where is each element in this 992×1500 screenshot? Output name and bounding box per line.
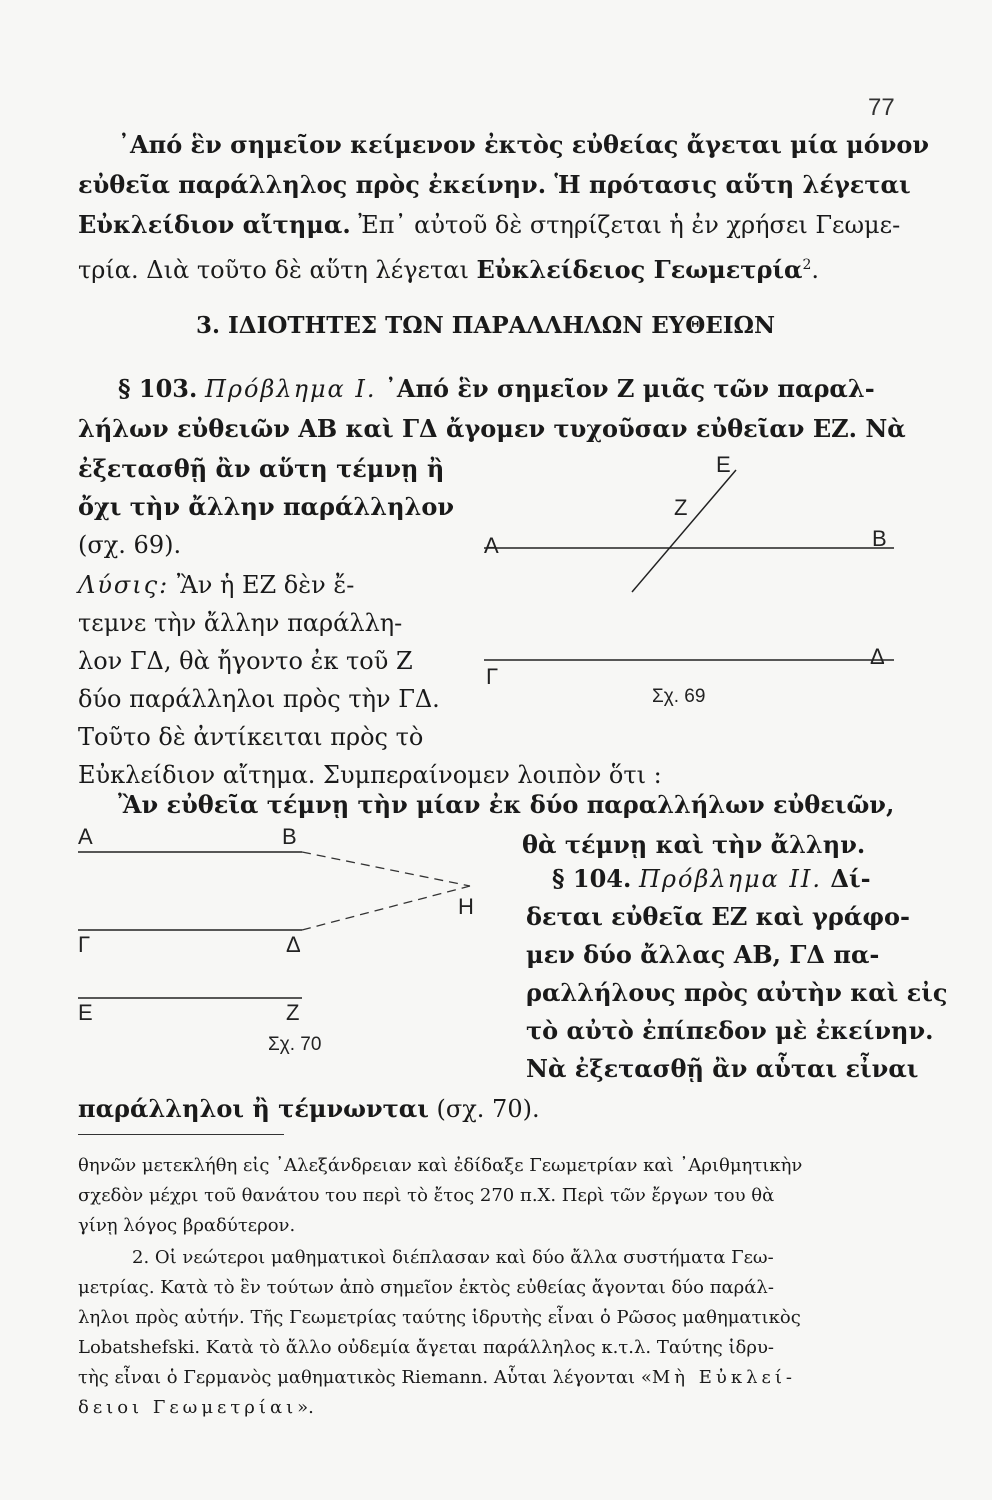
fig70-caption: Σχ. 70 bbox=[268, 1034, 322, 1055]
fig70-label-E: Ε bbox=[78, 1000, 93, 1025]
problem-2-figure-ref: (σχ. 70). bbox=[428, 1095, 540, 1123]
footnote-1-line-2: σχεδὸν μέχρι τοῦ θανάτου του περὶ τὸ ἔτος 270 π.Χ. Περὶ τῶν ἔργων του θὰ bbox=[78, 1185, 775, 1206]
section-heading: 3. ΙΔΙΟΤΗΤΕΣ ΤΩΝ ΠΑΡΑΛΛΗΛΩΝ ΕΥΘΕΙΩΝ bbox=[196, 312, 776, 339]
solution-label: Λύσις: bbox=[78, 571, 170, 599]
section-number-103: § 103. bbox=[118, 374, 198, 403]
footnote-separator bbox=[78, 1134, 284, 1135]
fig70-label-B: Β bbox=[282, 824, 297, 849]
fig70-dashed-BH bbox=[302, 852, 470, 886]
fig70-label-A: Α bbox=[78, 824, 93, 849]
fig69-label-A: Α bbox=[484, 533, 499, 558]
problem-1-line-3: ἐξετασθῇ ἂν αὕτη τέμνῃ ἢ bbox=[78, 454, 445, 483]
problem-1-line-4: ὄχι τὴν ἄλλην παράλληλον bbox=[78, 492, 455, 521]
fig69-label-Z: Ζ bbox=[674, 495, 688, 520]
problem-2-line-5: τὸ αὐτὸ ἐπίπεδον μὲ ἐκείνην. bbox=[526, 1016, 934, 1045]
intro-line-4-start: τρία. Διὰ τοῦτο δὲ αὕτη λέγεται bbox=[78, 256, 477, 284]
footnote-2-line-4: Lobatshefski. Κατὰ τὸ ἄλλο οὐδεμία ἄγεται παράλληλος κ.τ.λ. Ταύτης ἱδρυ- bbox=[78, 1337, 774, 1358]
solution-line-3: λον ΓΔ, θὰ ἤγοντο ἐκ τοῦ Ζ bbox=[78, 647, 413, 675]
conclusion-line-1: Ἂν εὐθεῖα τέμνῃ τὴν μίαν ἐκ δύο παραλλήλων εὐθειῶν, bbox=[118, 790, 895, 819]
problem-2-line-1 bbox=[552, 862, 871, 896]
problem-2-line-2: δεται εὐθεῖα ΕΖ καὶ γράφο- bbox=[526, 902, 911, 931]
problem-2-label: Πρόβλημα ΙΙ. bbox=[639, 865, 822, 893]
conclusion-line-2: θὰ τέμνῃ καὶ τὴν ἄλλην. bbox=[522, 830, 866, 859]
footnote-2-line-6-end: ». bbox=[297, 1397, 314, 1418]
euclidean-geometry-term: Εὐκλείδειος Γεωμετρία bbox=[476, 255, 803, 284]
problem-2-line-4: ραλλήλους πρὸς αὐτὴν καὶ εἰς bbox=[526, 978, 948, 1007]
footnote-1-line-3: γίνῃ λόγος βραδύτερον. bbox=[78, 1215, 296, 1236]
fig69-label-E: Ε bbox=[716, 452, 731, 477]
intro-line-4-end: . bbox=[811, 256, 820, 284]
footnote-2-line-6 bbox=[78, 1394, 314, 1421]
footnote-ref-2: 2 bbox=[802, 257, 812, 273]
problem-2-line-7 bbox=[78, 1092, 540, 1126]
solution-line-6: Εὐκλείδιον αἴτημα. Συμπεραίνομεν λοιπὸν ὅτι : bbox=[78, 761, 662, 789]
problem-2-line-1-rest: Δί- bbox=[821, 864, 871, 893]
fig70-label-G: Γ bbox=[78, 932, 91, 957]
fig70-dashed-DH bbox=[302, 886, 470, 930]
intro-line-2-text: εὐθεῖα παράλληλος πρὸς ἐκείνην. Ἡ πρότασις αὕτη λέγεται bbox=[78, 170, 911, 199]
fig69-label-D: Δ bbox=[870, 644, 885, 669]
page-number: 77 bbox=[868, 94, 895, 121]
fig69-caption: Σχ. 69 bbox=[652, 686, 706, 707]
problem-1-line-2: λήλων εὐθειῶν ΑΒ καὶ ΓΔ ἄγομεν τυχοῦσαν εὐθεῖαν ΕΖ. Νὰ bbox=[78, 414, 906, 443]
fig70-label-D: Δ bbox=[286, 932, 301, 957]
footnote-2-line-5 bbox=[78, 1364, 796, 1391]
fig69-label-G: Γ bbox=[486, 664, 499, 689]
non-euclidean-term-part2: δειοι Γεωμετρίαι bbox=[78, 1397, 298, 1418]
section-number-104: § 104. bbox=[552, 864, 632, 893]
non-euclidean-term-part1: Μὴ Εὐκλεί- bbox=[651, 1367, 796, 1388]
footnote-2-line-5-text: τὴς εἶναι ὁ Γερμανὸς μαθηματικὸς Riemann. Αὗται λέγονται « bbox=[78, 1367, 652, 1388]
problem-2-line-3: μεν δύο ἄλλας ΑΒ, ΓΔ πα- bbox=[526, 940, 880, 969]
solution-line-5: Τοῦτο δὲ ἀντίκειται πρὸς τὸ bbox=[78, 723, 424, 751]
solution-line-2: τεμνε τὴν ἄλλην παράλλη- bbox=[78, 609, 403, 637]
problem-2-line-7-text: παράλληλοι ἢ τέμνωνται bbox=[78, 1094, 429, 1123]
problem-1-line-1-rest: ᾿Από ἓν σημεῖον Ζ μιᾶς τῶν παραλ- bbox=[376, 374, 875, 403]
footnote-2-line-2: μετρίας. Κατὰ τὸ ἓν τούτων ἀπὸ σημεῖον ἐκτὸς εὐθείας ἄγονται δύο παράλ- bbox=[78, 1277, 774, 1298]
problem-1-label: Πρόβλημα Ι. bbox=[205, 375, 377, 403]
fig70-label-Z: Ζ bbox=[286, 1000, 300, 1025]
problem-2-line-6: Νὰ ἐξετασθῇ ἂν αὗται εἶναι bbox=[526, 1054, 919, 1083]
problem-1-figure-ref: (σχ. 69). bbox=[78, 531, 182, 559]
solution-line-4: δύο παράλληλοι πρὸς τὴν ΓΔ. bbox=[78, 685, 440, 713]
solution-line-1-text: Ἂν ἡ ΕΖ δὲν ἔ- bbox=[169, 571, 355, 599]
intro-line-3-rest: Ἐπ᾿ αὐτοῦ δὲ στηρίζεται ἡ ἐν χρήσει Γεωμε- bbox=[350, 211, 901, 239]
euclid-postulate-term: Εὐκλείδιον αἴτημα. bbox=[78, 210, 351, 239]
fig70-label-H: Η bbox=[458, 894, 474, 919]
footnote-1-line-1: θηνῶν μετεκλήθη εἰς ᾿Αλεξάνδρειαν καὶ ἐδίδαξε Γεωμετρίαν καὶ ᾿Αριθμητικὴν bbox=[78, 1155, 803, 1176]
footnote-2-line-1: 2. Οἱ νεώτεροι μαθηματικοὶ διέπλασαν καὶ δύο ἄλλα συστήματα Γεω- bbox=[132, 1247, 774, 1268]
footnote-2-line-3: ληλοι πρὸς αὐτήν. Τῆς Γεωμετρίας ταύτης ἱδρυτὴς εἶναι ὁ Ρῶσος μαθηματικὸς bbox=[78, 1307, 801, 1328]
intro-line-1: ᾿Από ἓν σημεῖον κείμενον ἐκτὸς εὐθείας ἄγεται μία μόνον bbox=[118, 130, 930, 159]
fig69-label-B: Β bbox=[872, 526, 887, 551]
